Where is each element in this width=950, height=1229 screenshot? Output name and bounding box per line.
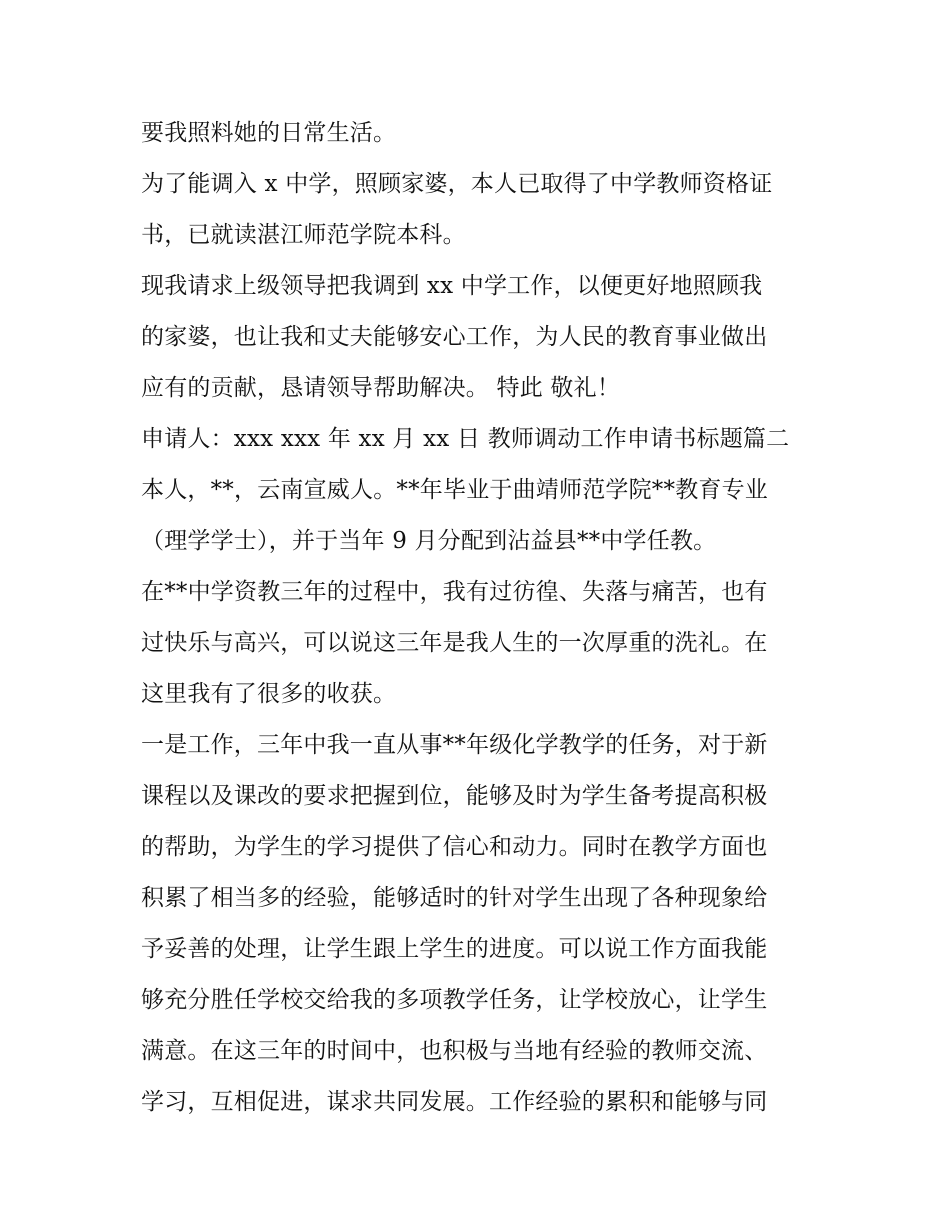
text-line: 应有的贡献，恳请领导帮助解决。 特此 敬礼！: [141, 375, 621, 401]
text-line: 要我照料她的日常生活。: [141, 120, 397, 146]
document-body: [141, 108, 821, 1128]
text-line: 为了能调入 x 中学，照顾家婆，本人已取得了中学教师资格证: [141, 171, 773, 197]
text-line: 在**中学资教三年的过程中，我有过彷徨、失落与痛苦，也有: [141, 579, 768, 605]
text-line: 这里我有了很多的收获。: [141, 681, 397, 707]
text-line: 的帮助，为学生的学习提供了信心和动力。同时在教学方面也: [141, 834, 768, 860]
text-line: 积累了相当多的经验，能够适时的针对学生出现了各种现象给: [141, 885, 768, 911]
text-line: 够充分胜任学校交给我的多项教学任务，让学校放心，让学生: [141, 987, 768, 1013]
text-line: 现我请求上级领导把我调到 xx 中学工作，以便更好地照顾我: [141, 273, 763, 299]
text-line: 书，已就读湛江师范学院本科。: [141, 222, 466, 248]
text-line: （理学学士），并于当年 9 月分配到沾益县**中学任教。: [141, 528, 717, 554]
text-line: 一是工作，三年中我一直从事**年级化学教学的任务，对于新: [141, 732, 768, 758]
text-line: 满意。在这三年的时间中，也积极与当地有经验的教师交流、: [141, 1038, 768, 1064]
text-line: 本人，**，云南宣威人。**年毕业于曲靖师范学院**教育专业: [141, 477, 768, 503]
text-line: 予妥善的处理，让学生跟上学生的进度。可以说工作方面我能: [141, 936, 768, 962]
text-line: 课程以及课改的要求把握到位，能够及时为学生备考提高积极: [141, 783, 768, 809]
text-line: 过快乐与高兴，可以说这三年是我人生的一次厚重的洗礼。在: [141, 630, 768, 656]
text-line: 学习，互相促进，谋求共同发展。工作经验的累积和能够与同: [141, 1089, 768, 1115]
text-line: 申请人：xxx xxx 年 xx 月 xx 日 教师调动工作申请书标题篇二: [141, 426, 790, 452]
text-line: 的家婆，也让我和丈夫能够安心工作，为人民的教育事业做出: [141, 324, 768, 350]
